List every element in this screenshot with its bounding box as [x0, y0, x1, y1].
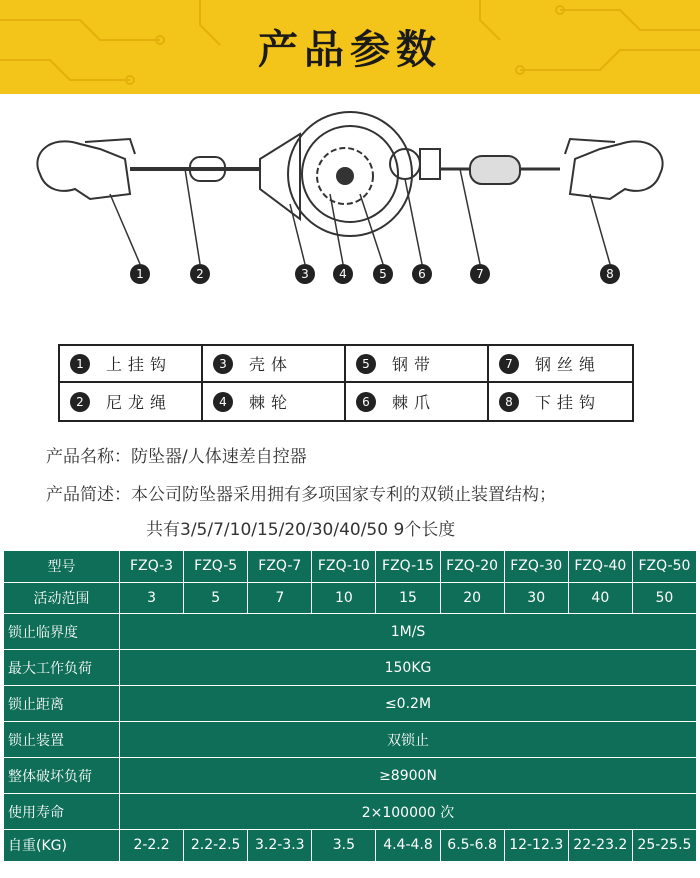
legend-number: 1	[70, 354, 90, 374]
row-header: 活动范围	[4, 582, 120, 614]
table-cell: 2-2.2	[120, 830, 184, 862]
callout-5: 5	[379, 267, 387, 281]
row-header: 锁止装置	[4, 722, 120, 758]
table-cell: 25-25.5	[632, 830, 696, 862]
callout-7: 7	[476, 267, 484, 281]
legend-label: 钢丝绳	[535, 355, 602, 374]
legend-item	[489, 346, 632, 383]
row-header: 使用寿命	[4, 794, 120, 830]
legend-item	[60, 346, 203, 383]
table-cell: 20	[440, 582, 504, 614]
table-row	[4, 794, 697, 830]
table-cell: FZQ-7	[248, 551, 312, 583]
table-cell: 40	[568, 582, 632, 614]
row-header: 整体破坏负荷	[4, 758, 120, 794]
table-cell: 3.2-3.3	[248, 830, 312, 862]
table-cell: 6.5-6.8	[440, 830, 504, 862]
legend-label: 下挂钩	[535, 393, 602, 412]
callout-4: 4	[339, 267, 347, 281]
legend-number: 2	[70, 392, 90, 412]
lower-hook-icon	[570, 141, 663, 199]
legend-item	[203, 346, 346, 383]
legend-item	[60, 383, 203, 420]
page-title: 产品参数	[258, 27, 442, 73]
table-row	[4, 551, 697, 583]
legend-label: 尼龙绳	[106, 393, 173, 412]
legend-number: 7	[499, 354, 519, 374]
legend-number: 8	[499, 392, 519, 412]
callout-3: 3	[301, 267, 309, 281]
table-cell: FZQ-15	[376, 551, 440, 583]
legend-number: 4	[213, 392, 233, 412]
table-cell: 3.5	[312, 830, 376, 862]
table-cell: FZQ-5	[184, 551, 248, 583]
legend-number: 5	[356, 354, 376, 374]
fall-arrester-drawing	[0, 94, 700, 339]
table-row	[4, 722, 697, 758]
product-diagram	[0, 94, 700, 339]
table-cell: 22-23.2	[568, 830, 632, 862]
table-row	[4, 758, 697, 794]
legend-number: 3	[213, 354, 233, 374]
table-cell: 2×100000 次	[120, 794, 697, 830]
table-cell: FZQ-50	[632, 551, 696, 583]
legend-item	[346, 346, 489, 383]
table-cell: ≤0.2M	[120, 686, 697, 722]
table-cell: FZQ-20	[440, 551, 504, 583]
legend-label: 上挂钩	[106, 355, 173, 374]
row-header: 锁止距离	[4, 686, 120, 722]
table-cell: 双锁止	[120, 722, 697, 758]
legend-item	[489, 383, 632, 420]
header-banner	[0, 0, 700, 94]
table-cell: 3	[120, 582, 184, 614]
table-cell: 50	[632, 582, 696, 614]
legend-label: 棘爪	[392, 393, 437, 412]
legend-label: 棘轮	[249, 393, 294, 412]
product-intro-lengths: 共有3/5/7/10/15/20/30/40/50 9个长度	[146, 520, 456, 540]
callout-1: 1	[136, 267, 144, 281]
table-cell: ≥8900N	[120, 758, 697, 794]
table-row	[4, 830, 697, 862]
table-cell: 5	[184, 582, 248, 614]
table-cell: FZQ-3	[120, 551, 184, 583]
product-name: 产品名称：防坠器/人体速差自控器	[46, 447, 307, 467]
legend-label: 壳体	[249, 355, 294, 374]
table-row	[4, 650, 697, 686]
row-header: 最大工作负荷	[4, 650, 120, 686]
row-header: 锁止临界度	[4, 614, 120, 650]
upper-hook-icon	[37, 141, 130, 199]
row-header: 自重(KG)	[4, 830, 120, 862]
table-cell: 1M/S	[120, 614, 697, 650]
table-cell: 7	[248, 582, 312, 614]
parts-legend	[58, 344, 634, 422]
table-cell: 15	[376, 582, 440, 614]
product-intro: 产品简述：本公司防坠器采用拥有多项国家专利的双锁止装置结构；	[46, 485, 556, 505]
table-cell: 150KG	[120, 650, 697, 686]
spec-table	[3, 550, 697, 862]
table-row	[4, 686, 697, 722]
table-cell: FZQ-30	[504, 551, 568, 583]
legend-number: 6	[356, 392, 376, 412]
callout-2: 2	[196, 267, 204, 281]
legend-item	[346, 383, 489, 420]
table-cell: 10	[312, 582, 376, 614]
table-cell: 12-12.3	[504, 830, 568, 862]
callout-6: 6	[418, 267, 426, 281]
table-row	[4, 614, 697, 650]
callout-8: 8	[606, 267, 614, 281]
row-header: 型号	[4, 551, 120, 583]
table-cell: 2.2-2.5	[184, 830, 248, 862]
pawl-icon	[390, 149, 420, 179]
table-cell: 4.4-4.8	[376, 830, 440, 862]
legend-item	[203, 383, 346, 420]
table-cell: FZQ-40	[568, 551, 632, 583]
legend-label: 钢带	[392, 355, 437, 374]
table-row	[4, 582, 697, 614]
table-cell: 30	[504, 582, 568, 614]
table-cell: FZQ-10	[312, 551, 376, 583]
